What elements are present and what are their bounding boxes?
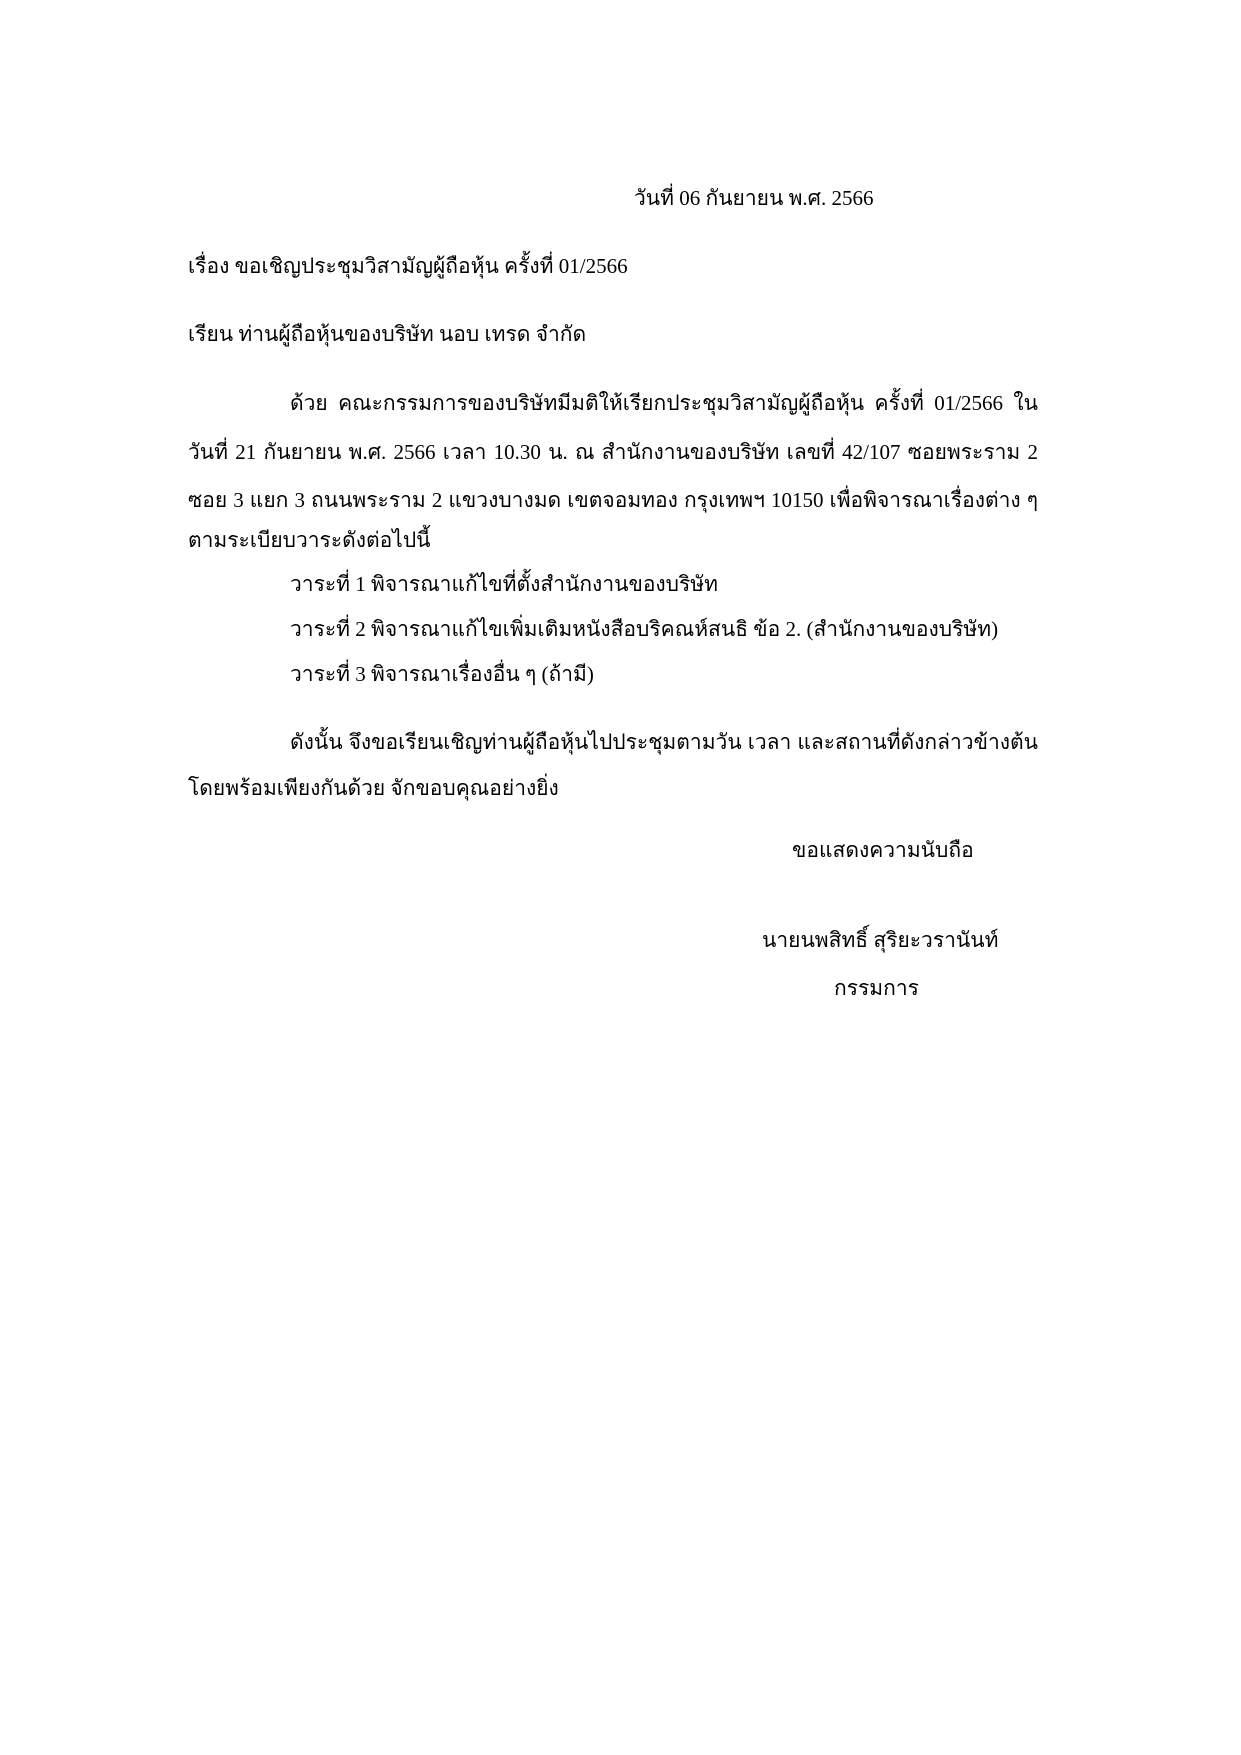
letter-date: วันที่ 06 กันยายน พ.ศ. 2566 [634,186,874,210]
body-paragraph-1-line: ด้วย คณะกรรมการของบริษัทมีมติให้เรียกประชุมวิสามัญผู้ถือหุ้น ครั้งที่ 01/2566 ใน [290,391,1038,415]
body-paragraph-1-line: ตามระเบียบวาระดังต่อไปนี้ [188,528,431,552]
agenda-item: วาระที่ 2 พิจารณาแก้ไขเพิ่มเติมหนังสือบริคณห์สนธิ ข้อ 2. (สำนักงานของบริษัท) [290,617,999,641]
body-paragraph-2-line: ดังนั้น จึงขอเรียนเชิญท่านผู้ถือหุ้นไปประชุมตามวัน เวลา และสถานที่ดังกล่าวข้างต้น [290,730,1038,754]
body-paragraph-1-line: ซอย 3 แยก 3 ถนนพระราม 2 แขวงบางมด เขตจอมทอง กรุงเทพฯ 10150 เพื่อพิจารณาเรื่องต่าง ๆ [188,488,1038,512]
signer-name: นายนพสิทธิ์ สุริยะวรานันท์ [762,928,999,952]
agenda-item: วาระที่ 3 พิจารณาเรื่องอื่น ๆ (ถ้ามี) [290,662,594,686]
letter-recipient: เรียน ท่านผู้ถือหุ้นของบริษัท นอบ เทรด จำกัด [188,322,587,346]
agenda-item: วาระที่ 1 พิจารณาแก้ไขที่ตั้งสำนักงานของบริษัท [290,572,718,596]
letter-subject: เรื่อง ขอเชิญประชุมวิสามัญผู้ถือหุ้น ครั้งที่ 01/2566 [188,254,628,278]
body-paragraph-1-line: วันที่ 21 กันยายน พ.ศ. 2566 เวลา 10.30 น. ณ สำนักงานของบริษัท เลขที่ 42/107 ซอยพระราม 2 [188,440,1038,464]
signer-title: กรรมการ [834,976,919,1000]
body-paragraph-2-line: โดยพร้อมเพียงกันด้วย จักขอบคุณอย่างยิ่ง [188,776,559,800]
closing-phrase: ขอแสดงความนับถือ [792,838,974,862]
